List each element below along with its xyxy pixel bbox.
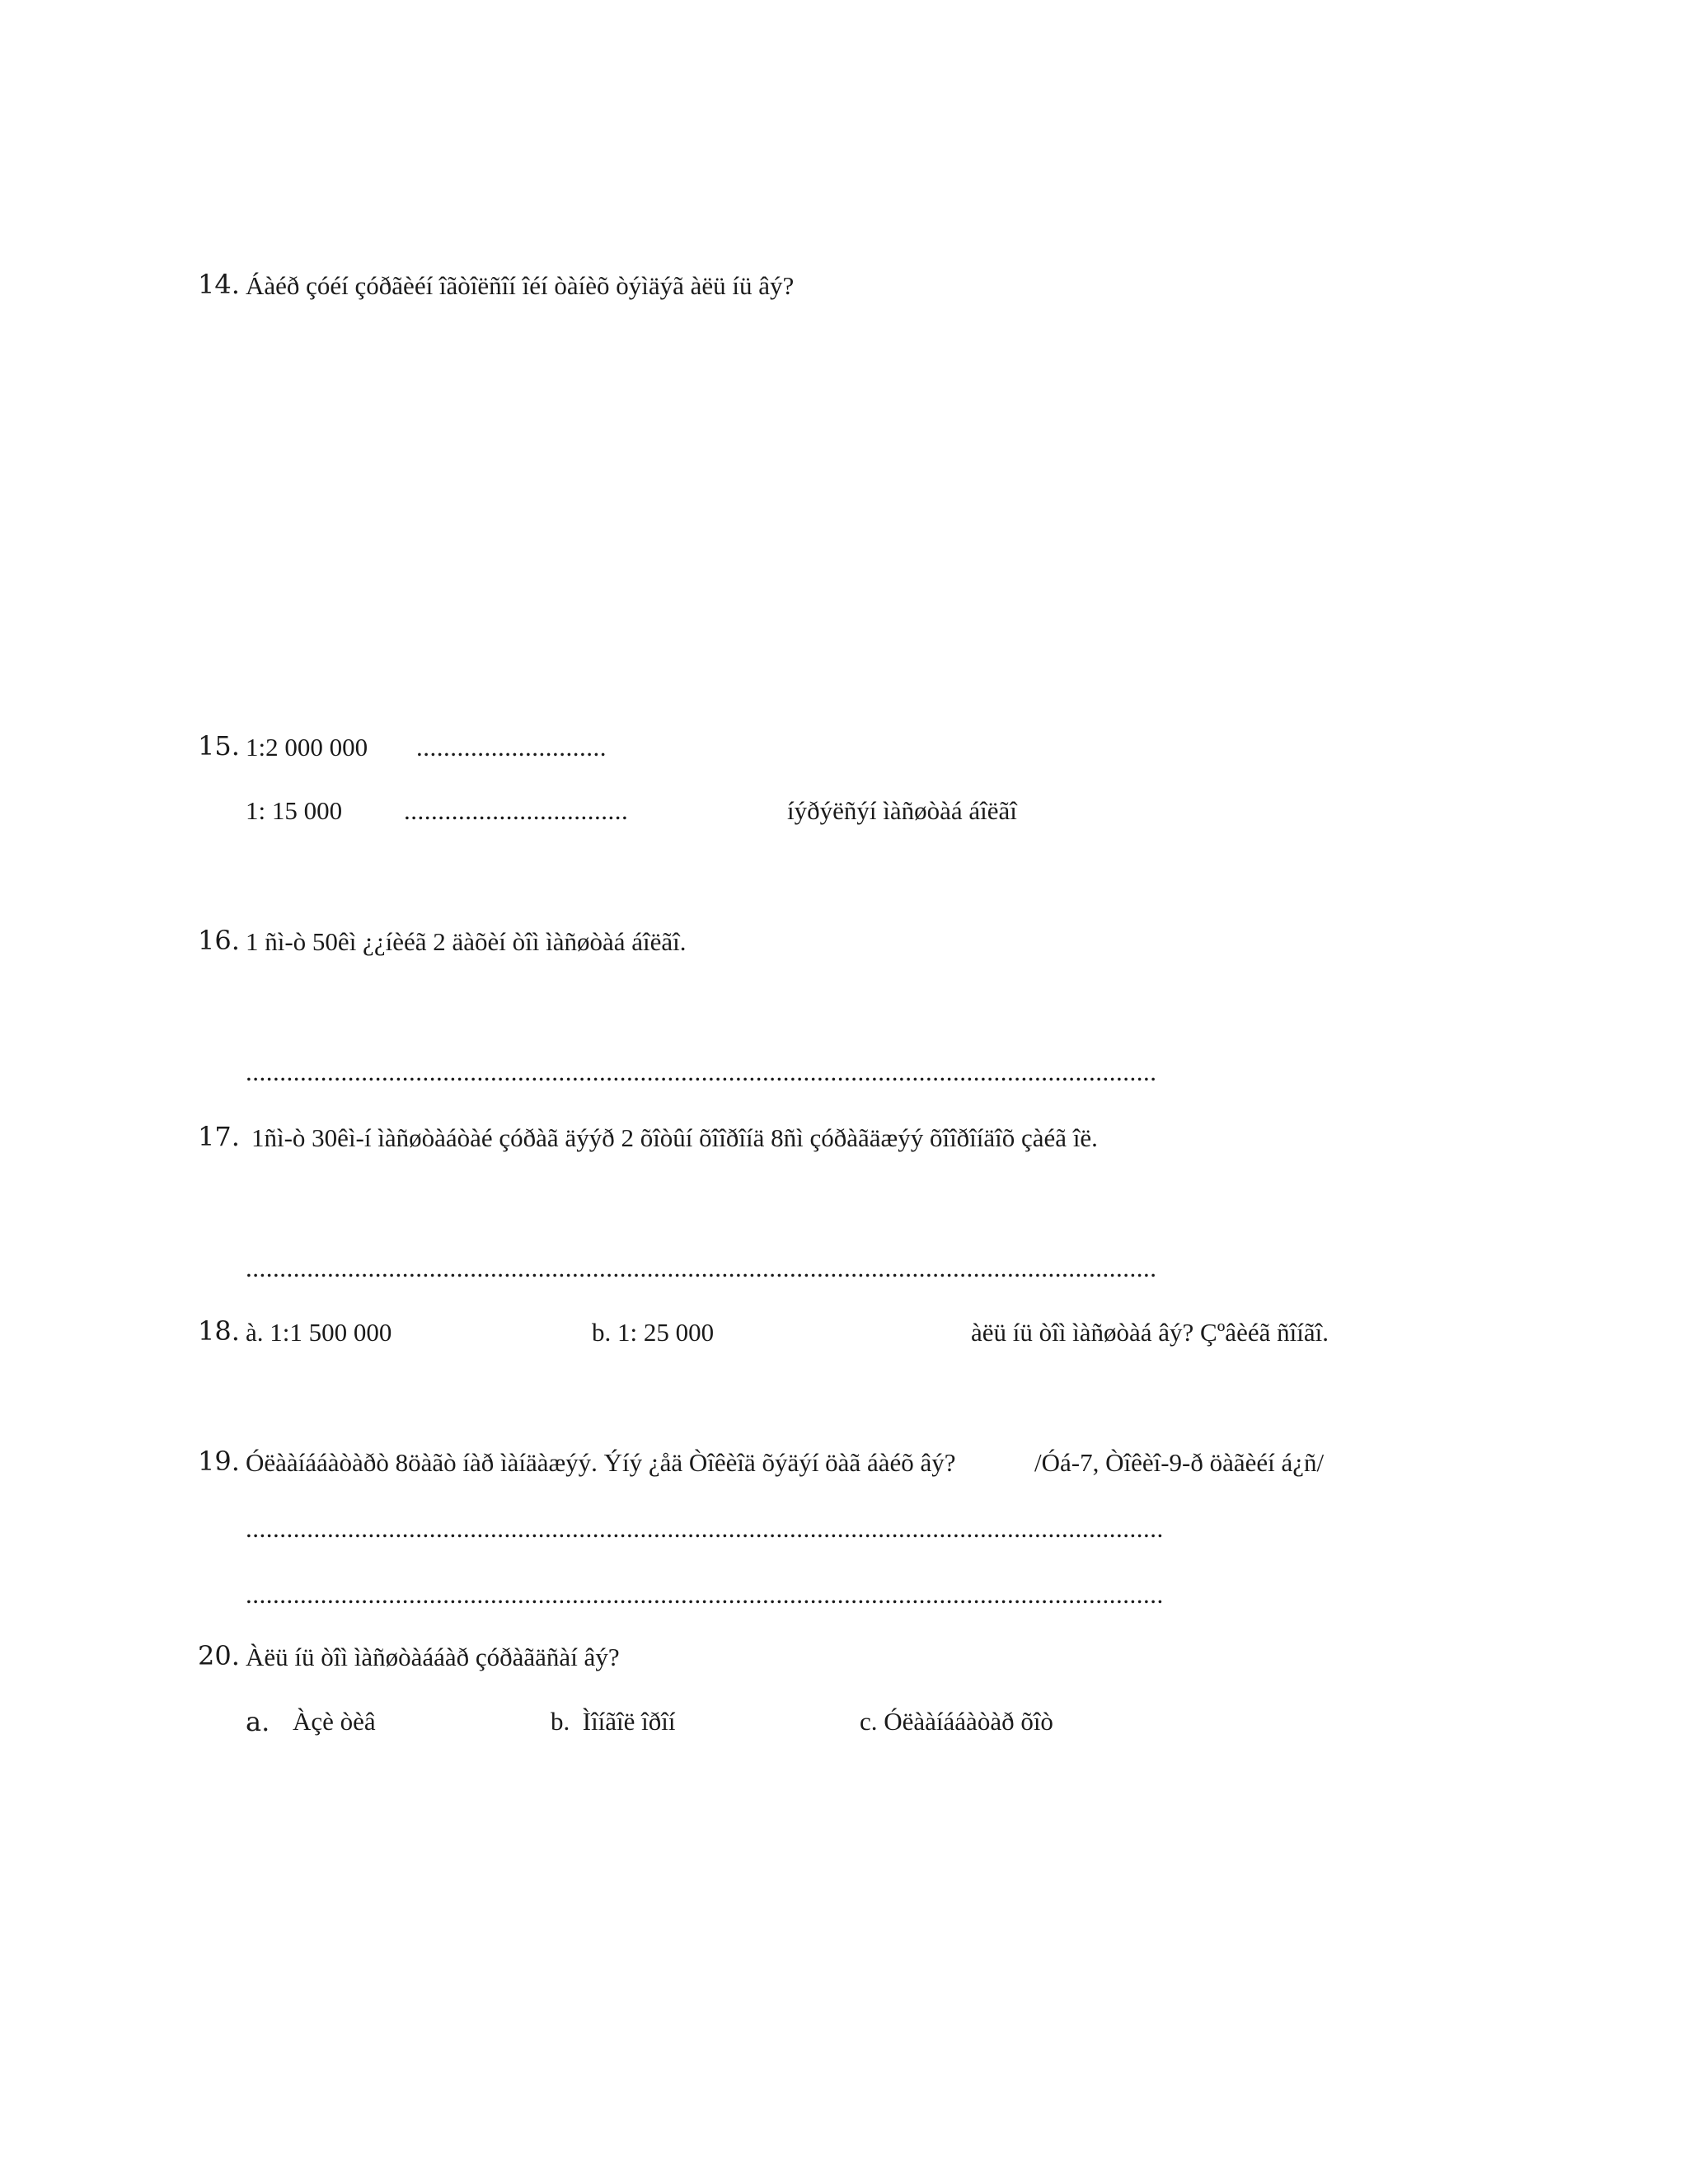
q17-answer-line: ...................................................................................................................................... — [246, 1254, 1157, 1282]
q15-note: íýðýëñýí ìàñøòàá áîëãî — [787, 796, 1017, 825]
q15-scale1: 1:2 000 000 — [246, 733, 368, 762]
q20-number: 20. — [198, 1640, 240, 1671]
q18-question: àëü íü òîì ìàñøòàá âý? Çºâèéã ñîíãî. — [971, 1318, 1329, 1347]
q20-text: Àëü íü òîì ìàñøòàááàð çóðàãäñàí âý? — [246, 1643, 620, 1671]
q19-answer-line-2: ....................................................................................................................................... — [246, 1580, 1164, 1609]
q19-number: 19. — [198, 1446, 240, 1477]
q15-scale2: 1: 15 000 — [246, 796, 343, 825]
q20-option-a-letter: a. — [246, 1706, 270, 1737]
q15-dots1: ............................ — [416, 733, 607, 762]
q20-option-a: Àçè òèâ — [293, 1707, 376, 1736]
q19-text: Óëààíááàòàðò 8öàãò íàð ìàíäàæýý. Ýíý ¿åä Òîêèîä õýäýí öàã áàéõ âý? — [246, 1448, 956, 1477]
q15-dots2: ................................. — [404, 796, 629, 825]
q18-option-a: à. 1:1 500 000 — [246, 1318, 392, 1347]
q16-number: 16. — [198, 925, 240, 956]
q18-option-b: b. 1: 25 000 — [592, 1318, 715, 1347]
q18-number: 18. — [198, 1315, 240, 1347]
q17-text: 1ñì-ò 30êì-í ìàñøòàáòàé çóðàã äýýð 2 õîòûí õîîðîíä 8ñì çóðàãäæýý õîîðîíäîõ çàéã îë. — [251, 1123, 1098, 1152]
q14-number: 14. — [198, 269, 240, 300]
q15-number: 15. — [198, 730, 240, 762]
q19-answer-line-1: ....................................................................................................................................... — [246, 1514, 1164, 1543]
q20-option-c: c. Óëààíááàòàð õîò — [860, 1707, 1053, 1736]
q14-text: Áàéð çóéí çóðãèéí îãòîëñîí îéí òàíèõ òýìäýã àëü íü âý? — [246, 271, 795, 300]
q19-hint: /Óá-7, Òîêèî-9-ð öàãèéí á¿ñ/ — [1034, 1448, 1325, 1477]
q16-answer-line: ...................................................................................................................................... — [246, 1057, 1157, 1086]
q20-option-b: b. Ìîíãîë îðîí — [551, 1707, 676, 1736]
q16-text: 1 ñì-ò 50êì ¿¿íèéã 2 äàõèí òîì ìàñøòàá áîëãî. — [246, 927, 687, 956]
q17-number: 17. — [198, 1121, 240, 1152]
